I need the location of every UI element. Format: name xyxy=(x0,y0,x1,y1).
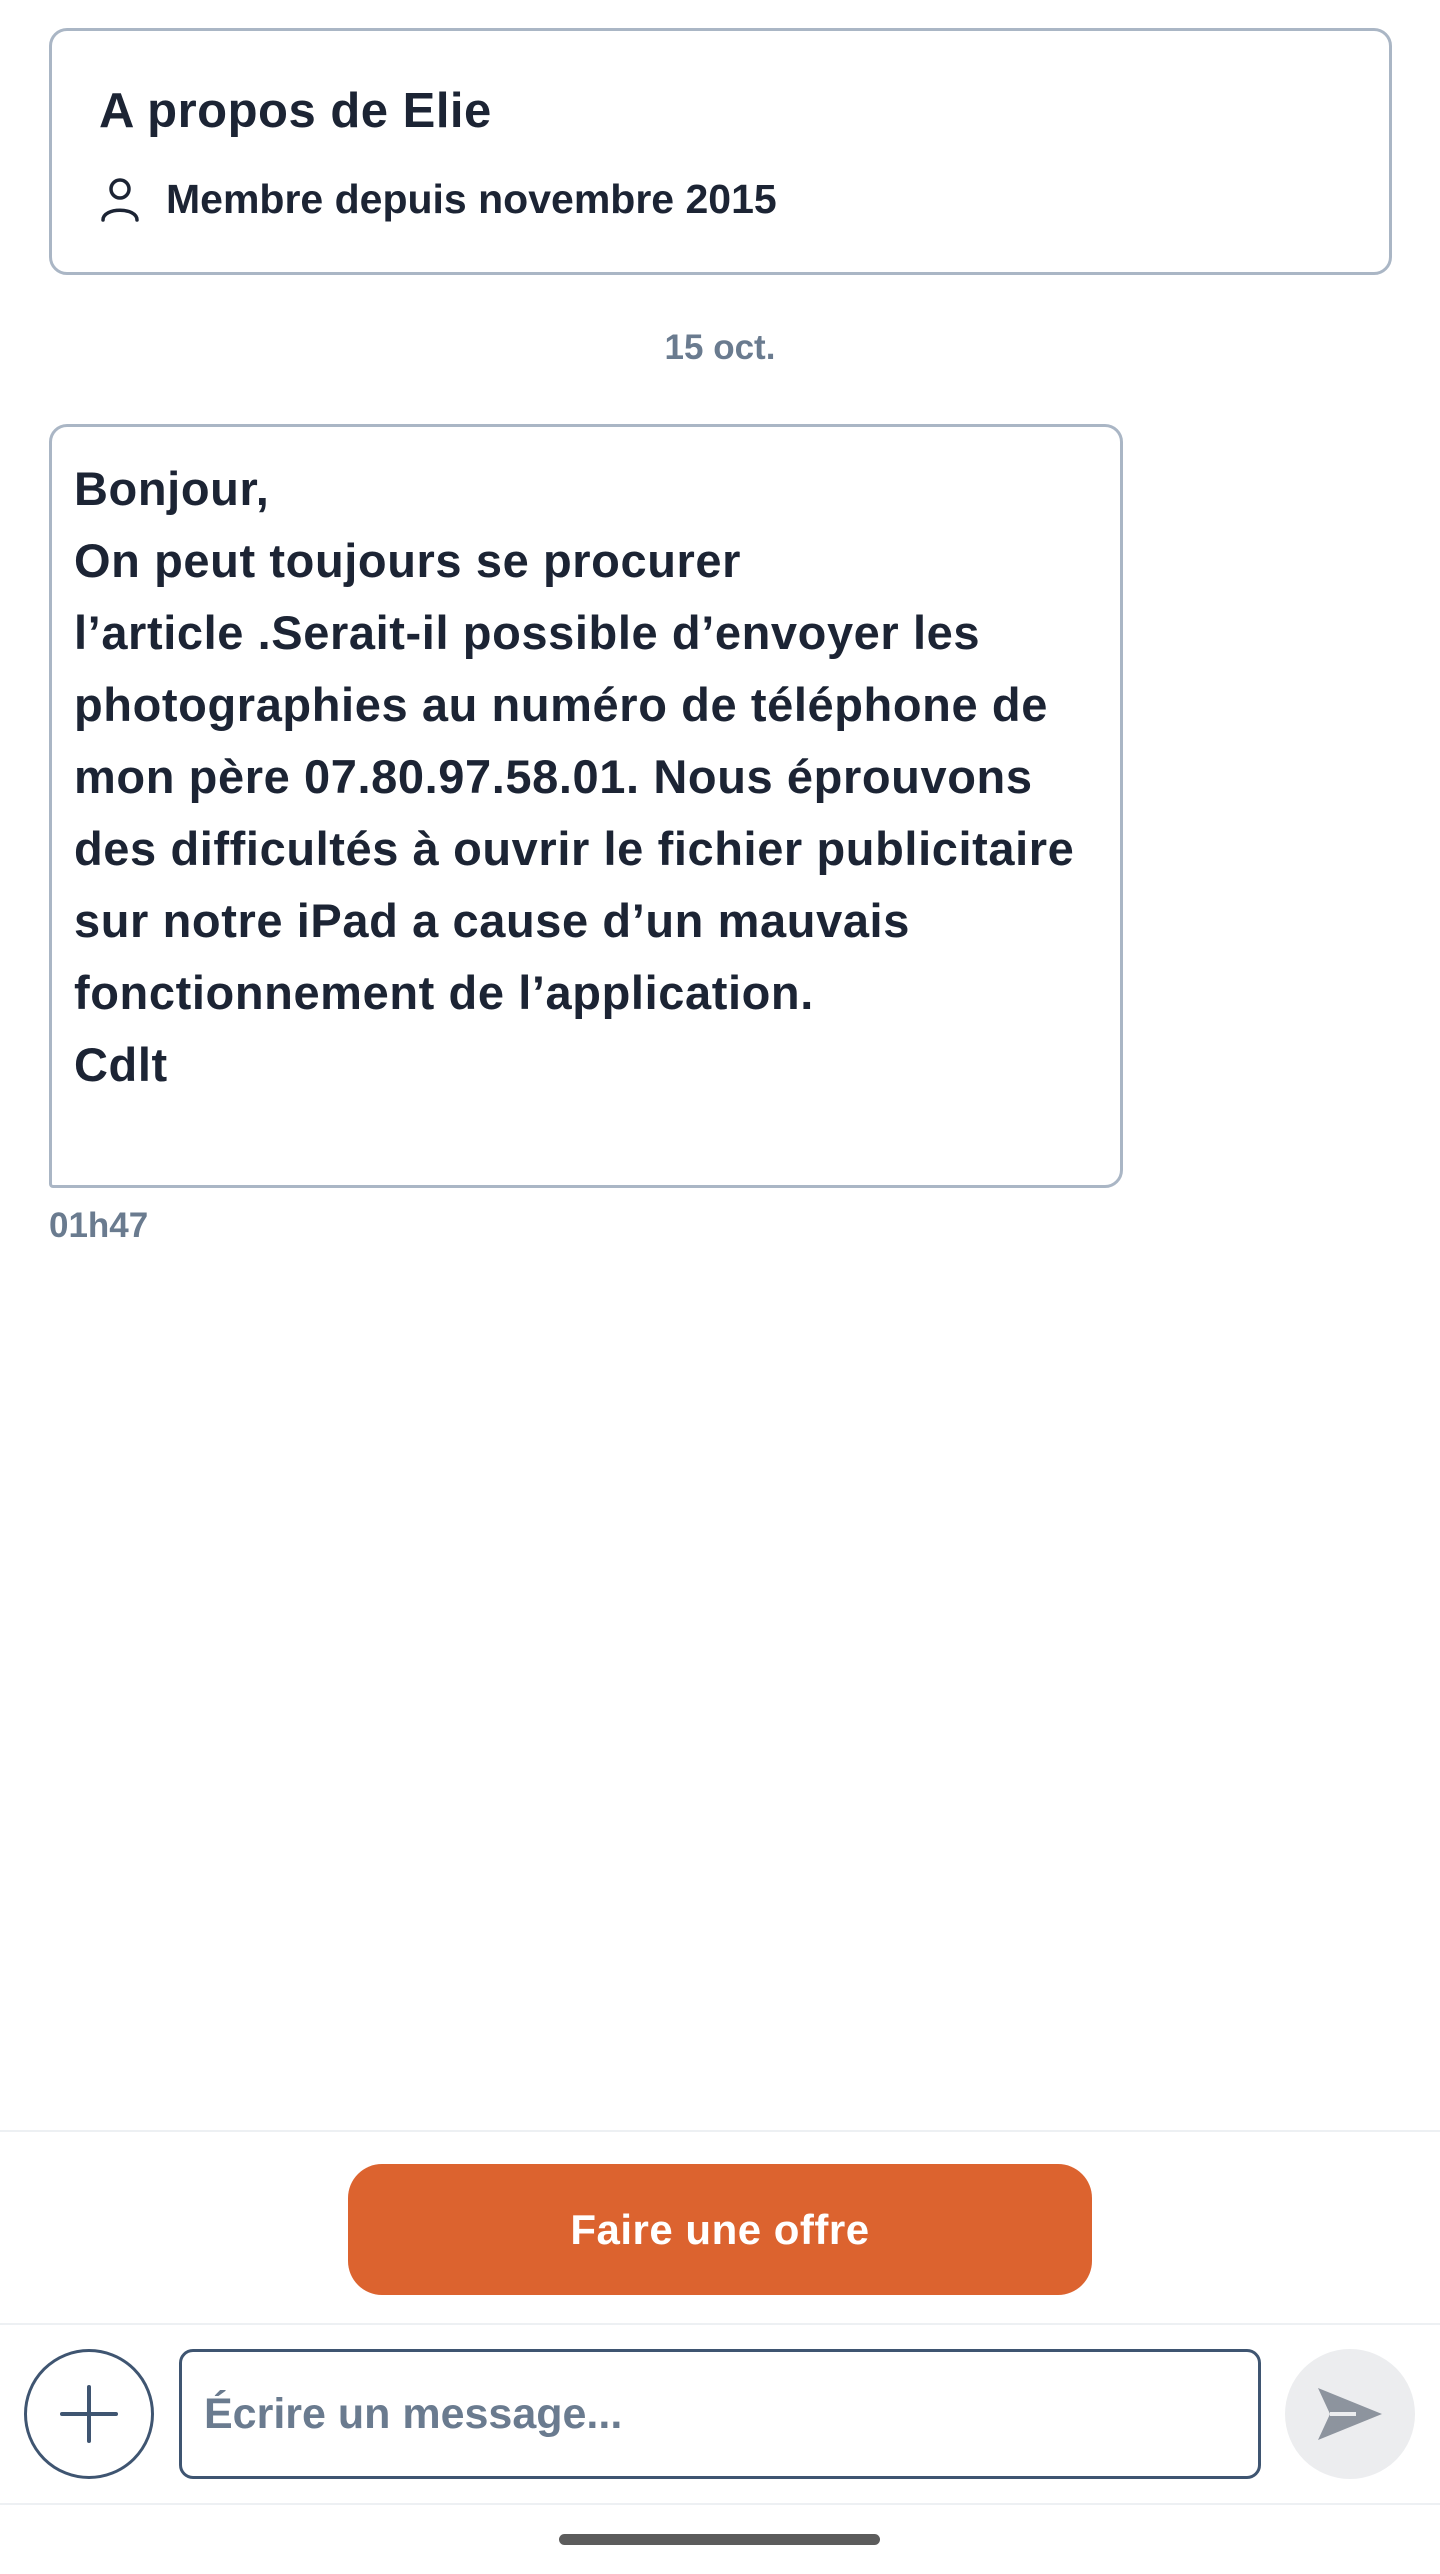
send-icon xyxy=(1316,2384,1384,2444)
user-icon xyxy=(99,177,141,223)
divider xyxy=(0,2130,1440,2132)
send-button[interactable] xyxy=(1285,2349,1415,2479)
home-indicator[interactable] xyxy=(559,2534,880,2545)
divider xyxy=(0,2503,1440,2505)
member-since-row xyxy=(99,176,777,223)
message-input[interactable] xyxy=(179,2349,1261,2479)
message-text: Bonjour, On peut toujours se procurer l’article .Serait-il possible d’envoyer les photographies au numéro de téléphone de mon père 07.80.97.58.01. Nous éprouvons des difficultés à ouvrir le fichier publicitaire sur notre iPad a cause d’un mauvais fonctionnement de l’application. Cdlt xyxy=(74,462,1075,1091)
member-since-text: Membre depuis novembre 2015 xyxy=(166,176,777,222)
date-separator: 15 oct. xyxy=(664,328,776,367)
message-bubble xyxy=(49,424,1123,1188)
about-user-card xyxy=(49,28,1392,275)
plus-icon xyxy=(58,2383,120,2445)
about-title: A propos de Elie xyxy=(99,84,492,138)
divider xyxy=(0,2323,1440,2325)
make-offer-button[interactable]: Faire une offre xyxy=(348,2164,1092,2295)
attach-button[interactable] xyxy=(24,2349,154,2479)
message-timestamp: 01h47 xyxy=(49,1206,149,1245)
